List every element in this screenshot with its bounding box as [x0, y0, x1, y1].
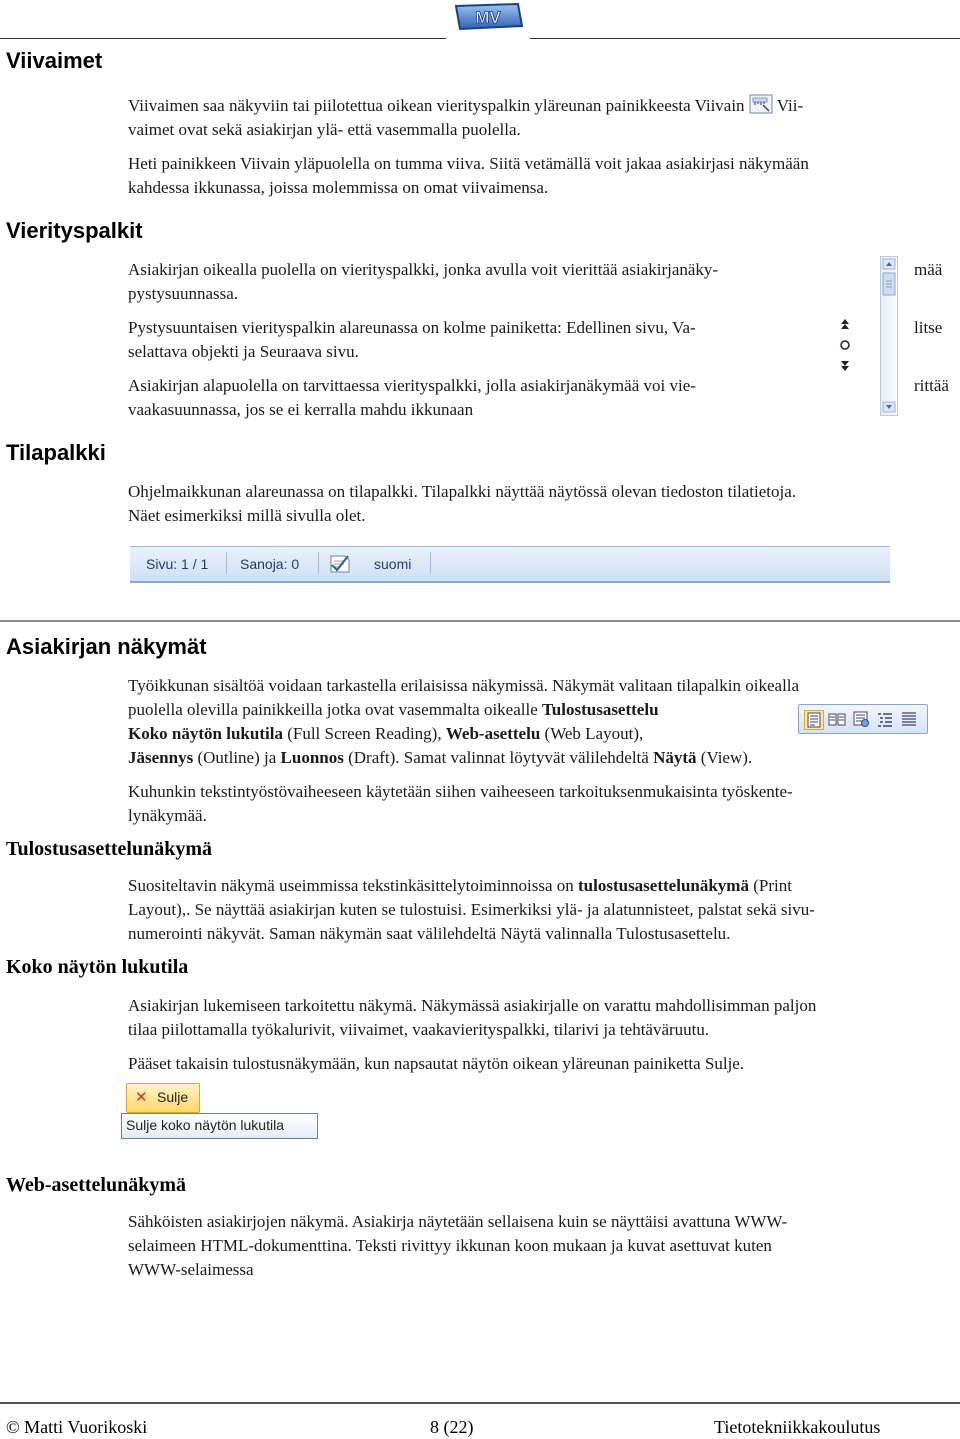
tulostus-line-1: Suositeltavin näkymä useimmissa tekstinkäsittelytoiminnoissa on tulostusasettelunäkymä (Print: [128, 876, 792, 895]
footer-rule: [0, 1402, 960, 1404]
tilapalkki-line-2: Näet esimerkiksi millä sivulla olet.: [128, 506, 366, 525]
status-word-count[interactable]: Sanoja: 0: [240, 556, 300, 572]
tulostus-line-2: Layout),. Se näyttää asiakirjan kuten se tulostuisi. Esimerkiksi ylä- ja alatunnisteet, palstat sekä sivu-: [128, 900, 815, 919]
heading-asiakirjan-nakymat: Asiakirjan näkymät: [6, 634, 207, 659]
status-separator: [226, 552, 227, 574]
status-page[interactable]: Sivu: 1 / 1: [146, 556, 209, 572]
nakymat-line-1: Työikkunan sisältöä voidaan tarkastella erilaisissa näkymissä. Näkymät valitaan tilapalkin oikealla: [128, 676, 800, 695]
vieritys-p1-line-2: pystysuunnassa.: [128, 284, 239, 303]
browse-buttons: [836, 316, 854, 374]
close-button-label: Sulje: [157, 1089, 189, 1105]
heading-tilapalkki: Tilapalkki: [6, 440, 106, 465]
web-line-1: Sähköisten asiakirjojen näkymä. Asiakirja näytetään sellaisena kuin se näyttäisi avattuna WWW-: [128, 1212, 788, 1231]
vieritys-p2-line-2: selattava objekti ja Seuraava sivu.: [128, 342, 359, 361]
vieritys-p1-side: mää: [914, 260, 943, 279]
heading-vierityspalkit: Vierityspalkit: [6, 218, 143, 243]
select-browse-object-icon: [841, 341, 849, 349]
vieritys-p2-line-1: Pystysuuntaisen vierityspalkin alareunassa on kolme painiketta: Edellinen sivu, Va-: [128, 318, 696, 337]
nakymat-p2-line-2: lynäkymää.: [128, 806, 207, 825]
close-reading-button[interactable]: [126, 1083, 200, 1113]
mv-logo: [452, 2, 524, 32]
svg-text:MV: MV: [475, 8, 501, 27]
koko-p1-line-1: Asiakirjan lukemiseen tarkoitettu näkymä. Näkymässä asiakirjalle on varattu mahdollisimman paljon: [128, 996, 817, 1015]
heading-web-asettelunakyma: Web-asettelunäkymä: [6, 1174, 186, 1196]
viivaimet-line-2: vaimet ovat sekä asiakirjan ylä- että vasemmalla puolella.: [128, 120, 521, 139]
view-buttons-bar: [798, 704, 928, 734]
web-line-3: WWW-selaimessa: [128, 1260, 254, 1279]
tilapalkki-line-1: Ohjelmaikkunan alareunassa on tilapalkki. Tilapalkki näyttää näytössä olevan tiedoston tilatietoja.: [128, 482, 797, 501]
close-icon: ✕: [135, 1089, 148, 1106]
heading-tulostusasettelunakyma: Tulostusasettelunäkymä: [6, 838, 212, 860]
full-screen-reading-view-icon[interactable]: [828, 710, 846, 728]
previous-page-icon: [841, 319, 849, 329]
footer-organization: Tietotekniikkakoulutus: [714, 1417, 881, 1437]
vieritys-p1-line-1: Asiakirjan oikealla puolella on vierityspalkki, jonka avulla voit vierittää asiakirjanäky-: [128, 260, 719, 279]
section-rule: [0, 620, 960, 622]
viivaimet-line-1: Viivaimen saa näkyviin tai piilotettua oikean vierityspalkin yläreunan painikkeesta Viivain Vii-: [128, 94, 958, 121]
vieritys-p2-side: litse: [914, 318, 943, 337]
status-separator: [318, 552, 319, 574]
koko-p1-line-2: tilaa piilottamalla työkalurivit, viivaimet, vaakavierityspalkki, tilarivi ja tehtäväruutu.: [128, 1020, 710, 1039]
heading-viivaimet: Viivaimet: [6, 48, 103, 73]
viivaimet-p2-line-1: Heti painikkeen Viivain yläpuolella on tumma viiva. Siitä vetämällä voit jakaa asiakirjasi näkymään: [128, 154, 809, 173]
close-tooltip: [121, 1113, 318, 1139]
footer-page-number: 8 (22): [430, 1417, 474, 1437]
web-layout-view-icon[interactable]: [852, 710, 870, 728]
nakymat-line-4: Jäsennys (Outline) ja Luonnos (Draft). Samat valinnat löytyvät välilehdeltä Näytä (View).: [128, 748, 753, 767]
nakymat-p2-line-1: Kuhunkin tekstintyöstövaiheeseen käytetään siihen vaiheeseen tarkoituksenmukaisinta työskente-: [128, 782, 793, 801]
vieritys-p3-line-2: vaakasuunnassa, jos se ei kerralla mahdu ikkunaan: [128, 400, 474, 419]
vieritys-p3-side: rittää: [914, 376, 949, 395]
header-rule-right: [530, 38, 960, 39]
outline-view-icon[interactable]: [876, 710, 894, 728]
header-rule: [0, 38, 446, 39]
heading-koko-nayton-lukutila: Koko näytön lukutila: [6, 956, 189, 978]
nakymat-line-2: puolella olevilla painikkeilla jotka ovat vasemmalta oikealle Tulostusasettelu: [128, 700, 659, 719]
status-language[interactable]: suomi: [374, 556, 412, 572]
next-page-icon: [841, 361, 849, 371]
tulostus-line-3: numerointi näkyvät. Saman näkymän saat välilehdeltä Näytä valinnalla Tulostusasettelu.: [128, 924, 731, 943]
footer-author: © Matti Vuorikoski: [6, 1417, 148, 1437]
ruler-icon: [749, 94, 773, 121]
nakymat-line-3: Koko näytön lukutila (Full Screen Reading), Web-asettelu (Web Layout),: [128, 724, 644, 743]
vertical-scrollbar: [880, 256, 898, 416]
draft-view-icon[interactable]: [900, 710, 918, 728]
spelling-check-icon[interactable]: [328, 552, 352, 577]
viivaimet-p2-line-2: kahdessa ikkunassa, joissa molemmissa on omat viivaimensa.: [128, 178, 549, 197]
status-bar: [130, 546, 890, 583]
print-layout-view-icon[interactable]: [804, 710, 824, 730]
web-line-2: selaimeen HTML-dokumenttina. Teksti rivittyy ikkunan koon mukaan ja kuvat asettuvat kuten: [128, 1236, 772, 1255]
status-separator: [430, 552, 431, 574]
koko-p2: Pääset takaisin tulostusnäkymään, kun napsautat näytön oikean yläreunan painiketta Sulje.: [128, 1054, 745, 1073]
vieritys-p3-line-1: Asiakirjan alapuolella on tarvittaessa vierityspalkki, jolla asiakirjanäkymää voi vie-: [128, 376, 696, 395]
close-tooltip-text: Sulje koko näytön lukutila: [126, 1117, 284, 1133]
